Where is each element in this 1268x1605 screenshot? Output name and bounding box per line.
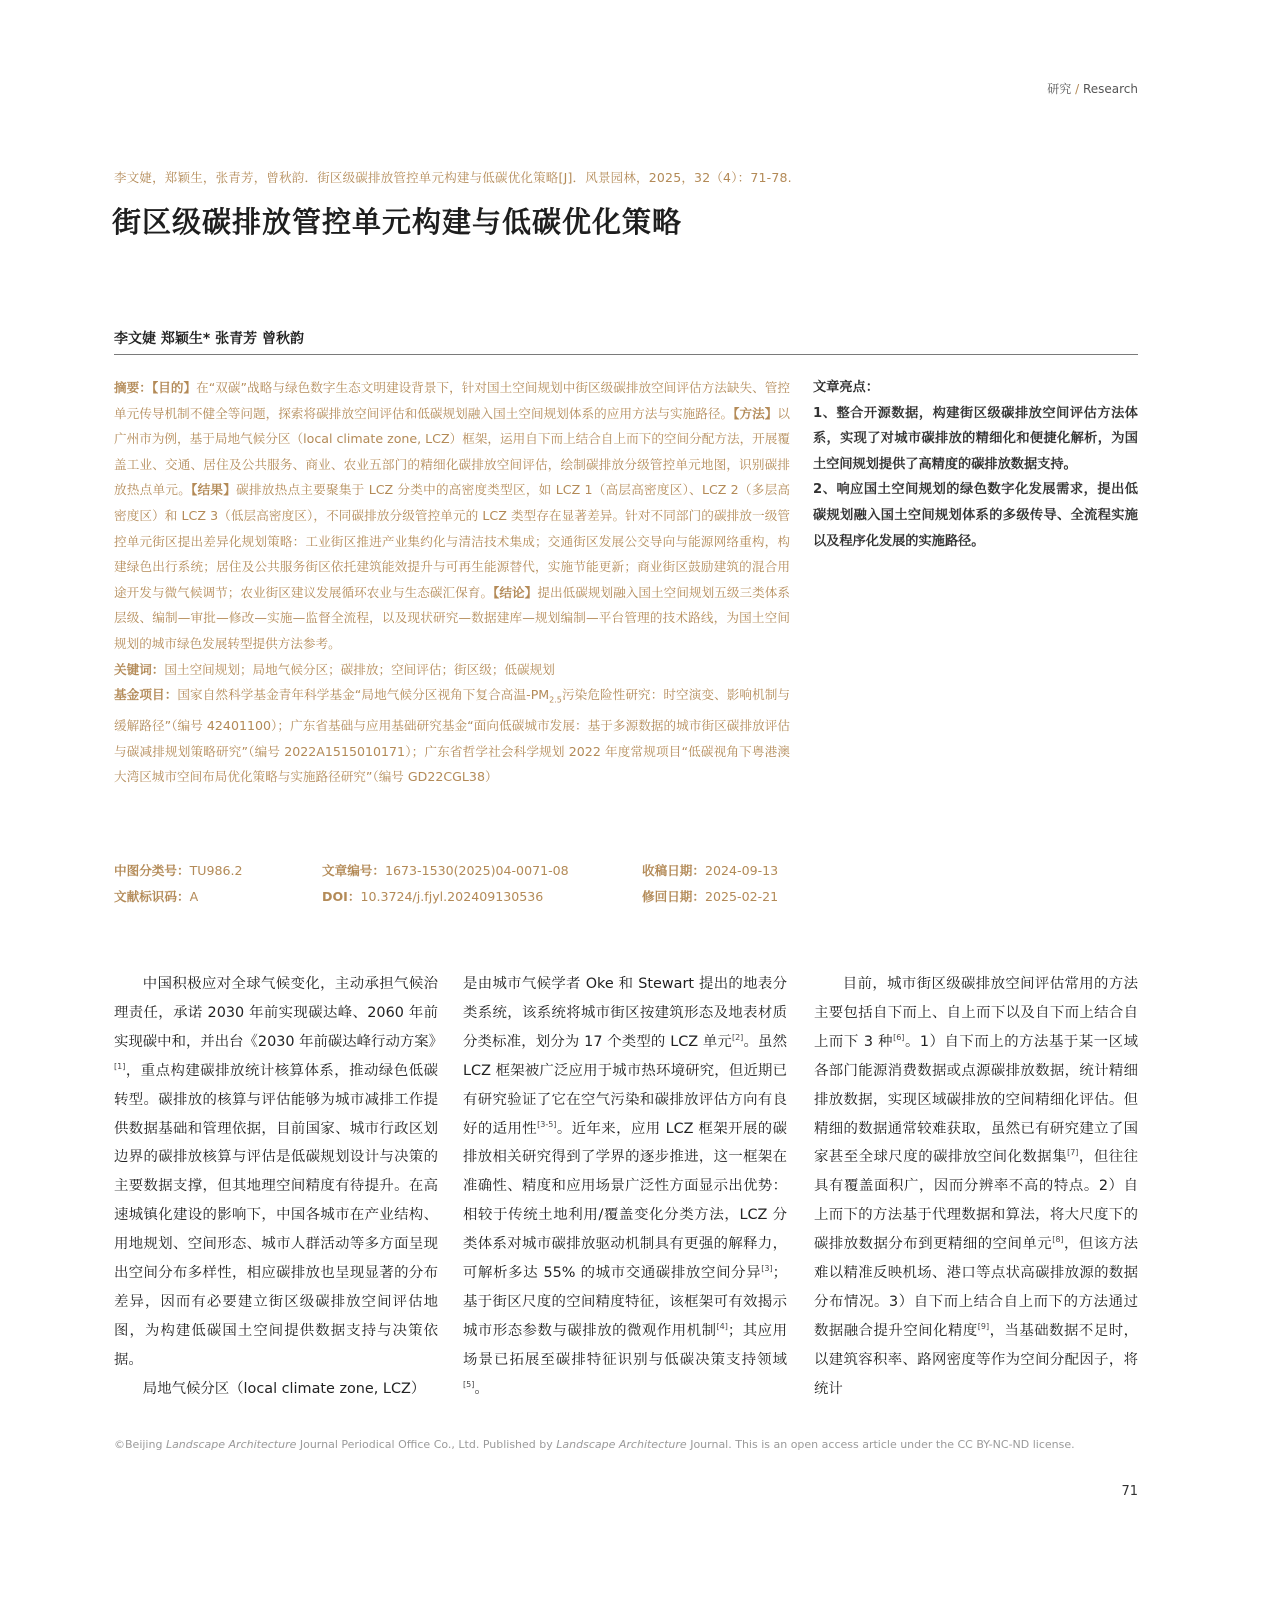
purpose-label: 【目的】 — [151, 380, 197, 395]
doc-code-label: 文献标识码： — [114, 888, 190, 904]
clc-label: 中图分类号： — [114, 863, 190, 878]
body-text: 。1）自下而上的方法基于某一区域各部门能源消费数据或点源碳排放数据，统计精细排放数据，实现区域碳排放的空间精细化评估。但精细的数据通常较难获取，虽然已有研究建立了国家甚至全球尺度的碳排放空间化数据集 — [814, 1033, 1138, 1166]
method-label: 【方法】 — [733, 405, 778, 421]
reference-marker: [7] — [1067, 1148, 1079, 1158]
funding-text-a: 国家自然科学基金青年科学基金“局地气候分区视角下复合高温-PM — [177, 687, 550, 703]
funding — [114, 682, 790, 790]
body-text: ，但往往具有覆盖面积广，因而分辨率不高的特点。2）自上而下的方法基于代理数据和算法，将大尺度下的碳排放数据分布到更精细的空间单元 — [814, 1149, 1138, 1253]
doc-code-item — [114, 884, 198, 910]
license-text: ©Beijing — [114, 1438, 166, 1451]
doi-item — [322, 884, 543, 910]
clc-value: TU986.2 — [189, 863, 243, 878]
funding-subscript: 2.5 — [549, 695, 562, 705]
section-tag — [1047, 80, 1138, 97]
reference-marker: [1] — [114, 1061, 126, 1071]
body-column-2 — [463, 970, 787, 1404]
doi-value: 10.3724/j.fjyl.202409130536 — [360, 888, 544, 904]
journal-name: Landscape Architecture — [556, 1438, 687, 1451]
reference-marker: [3-5] — [537, 1119, 557, 1129]
body-text: ，但该方法难以精准反映机场、港口等点状高碳排放源的数据分布情况。3）自下而上结合自上而下的方法通过数据融合提升空间化精度 — [814, 1236, 1138, 1339]
author-divider — [114, 354, 1138, 355]
body-column-1 — [114, 970, 444, 1404]
abstract-result: 碳排放热点主要聚集于 LCZ 分类中的高密度类型区，如 LCZ 1（高层高密度区）、LCZ 2（多层高密度区）和 LCZ 3（低层高密度区），不同碳排放分级管控单元的 LCZ 类型存在显著差异。针对不同部门的碳排放一级管控单元街区提出差异化规划策略：工业街区推进产业集约化与清洁技术集成；交通街区发展公交导向与能源网络重构，构建绿色出行系统；居住及公共服务街区依托建筑能效提升与可再生能源替代，实施节能更新；商业街区鼓励建筑的混合用途开发与微气候调节；农业街区建议发展循环农业与生态碳汇保育。 — [114, 482, 791, 600]
doc-code-value: A — [189, 888, 199, 904]
reference-marker: [8] — [1052, 1235, 1064, 1245]
abstract-method: 以广州市为例，基于局地气候分区（local climate zone, LCZ）框架，运用自下而上结合自上而下的空间分配方法，开展覆盖工业、交通、居住及公共服务、商业、农业五部门的精细化碳排放空间评估，绘制碳排放分级管控单元地图，识别碳排放热点单元。 — [114, 405, 791, 498]
reference-marker: [5] — [463, 1379, 475, 1389]
highlights-title: 文章亮点： — [813, 380, 879, 395]
reference-marker: [6] — [893, 1032, 905, 1042]
abstract-conclusion: 提出低碳规划融入国土空间规划五级三类体系层级、编制—审批—修改—实施—监督全流程，以及现状研究—数据建库—规划编制—平台管理的技术路线，为国土空间规划的城市绿色发展转型提供方法参考。 — [114, 584, 791, 651]
section-label-en: Research — [1082, 82, 1138, 96]
received-label: 收稿日期： — [642, 863, 705, 878]
revised-item — [642, 884, 778, 910]
reference-marker: [2] — [731, 1032, 744, 1042]
abstract-label: 摘要： — [114, 380, 152, 395]
license-text: Journal. This is an open access article under the CC BY-NC-ND license. — [686, 1438, 1075, 1451]
result-label: 【结果】 — [191, 482, 237, 498]
body-text: 。 — [474, 1380, 489, 1397]
article-highlights — [813, 375, 1138, 554]
received-item — [642, 858, 778, 884]
article-metadata — [114, 858, 790, 909]
body-text: 是由城市气候学者 Oke 和 Stewart 提出的地表分类系统，该系统将城市街区按建筑形态及地表材质分类标准，划分为 17 个类型的 LCZ 单元 — [463, 976, 787, 1050]
highlight-item-1: 1、整合开源数据，构建街区级碳排放空间评估方法体系，实现了对城市碳排放的精细化和便捷化解析，为国土空间规划提供了高精度的碳排放数据支持。 — [813, 405, 1138, 472]
body-text: ；其应用场景已拓展至碳排特征识别与低碳决策支持领域 — [463, 1322, 787, 1368]
author-list: 李文婕 郑颖生* 张青芳 曾秋韵 — [114, 331, 304, 347]
citation-line: 李文婕，郑颖生，张青芳，曾秋韵．街区级碳排放管控单元构建与低碳优化策略[J]．风景园林，2025，32（4）：71-78. — [114, 170, 792, 185]
body-paragraph — [463, 970, 787, 1404]
funding-label: 基金项目： — [114, 687, 178, 703]
journal-name: Landscape Architecture — [165, 1438, 297, 1451]
revised-label: 修回日期： — [642, 888, 705, 904]
received-value: 2024-09-13 — [704, 863, 779, 878]
reference-marker: [4] — [716, 1321, 728, 1331]
doi-label: DOI： — [322, 888, 361, 904]
clc-item — [114, 858, 243, 884]
page-number: 71 — [1121, 1484, 1138, 1499]
body-text: ，重点构建碳排放统计核算体系，推动绿色低碳转型。碳排放的核算与评估能够为城市减排工作提供数据基础和管理依据，目前国家、城市行政区划边界的碳排放核算与评估是低碳规划设计与决策的主要数据支撑，但其地理空间精度有待提升。在高速城镇化建设的影响下，中国各城市在产业结构、用地规划、空间形态、城市人群活动等多方面呈现出空间分布多样性，相应碳排放也呈现显著的分布差异，因而有必要建立街区级碳排放空间评估地图，为构建低碳国土空间提供数据支持与决策依据。 — [114, 1062, 438, 1368]
body-text: 中国积极应对全球气候变化，主动承担气候治理责任，承诺 2030 年前实现碳达峰、2060 年前实现碳中和，并出台《2030 年前碳达峰行动方案》 — [114, 976, 444, 1050]
metadata-row — [114, 884, 790, 910]
abstract-block — [114, 375, 790, 790]
body-paragraph: 局地气候分区（local climate zone, LCZ） — [142, 1380, 426, 1397]
article-no-value: 1673-1530(2025)04-0071-08 — [384, 863, 569, 878]
reference-marker: [9] — [977, 1321, 990, 1331]
section-slash: / — [1075, 82, 1080, 96]
paper-title: 街区级碳排放管控单元构建与低碳优化策略 — [112, 205, 683, 239]
keywords-label: 关键词： — [114, 661, 165, 677]
funding-text-b: 污染危险性研究：时空演变、影响机制与缓解路径”（编号 42401100）；广东省基础与应用基础研究基金“面向低碳城市发展：基于多源数据的城市街区碳排放评估与碳减排规划策略研究”（编号 2022A1515010171）；广东省哲学社会科学规划 2022 年度常规项目“低碳视角下粤港澳大湾区城市空间布局优化策略与实施路径研究”（编号 GD22CGL38） — [114, 687, 791, 785]
abstract — [114, 375, 790, 657]
body-text: 目前，城市街区级碳排放空间评估常用的方法主要包括自下而上、自上而下以及自下而上结合自上而下 3 种 — [814, 976, 1138, 1050]
body-text: 。近年来，应用 LCZ 框架开展的碳排放相关研究得到了学界的逐步推进，这一框架在准确性、精度和应用场景广泛性方面显示出优势：相较于传统土地利用/覆盖变化分类方法，LCZ 分类体系对城市碳排放驱动机制具有更强的解释力，可解析多达 55% 的城市交通碳排放空间分异 — [463, 1120, 787, 1282]
body-text: ，当基础数据不足时，以建筑容积率、路网密度等作为空间分配因子，将统计 — [814, 1322, 1138, 1397]
keywords — [114, 657, 790, 683]
metadata-row — [114, 858, 790, 884]
conclusion-label: 【结论】 — [493, 584, 538, 600]
keywords-text: 国土空间规划；局地气候分区；碳排放；空间评估；街区级；低碳规划 — [164, 661, 555, 677]
highlight-item-2: 2、响应国土空间规划的绿色数字化发展需求，提出低碳规划融入国土空间规划体系的多级传导、全流程实施以及程序化发展的实施路径。 — [813, 482, 1138, 549]
section-label-cn: 研究 — [1047, 82, 1072, 96]
article-no-item — [322, 858, 569, 884]
body-text: ；基于街区尺度的空间精度特征，该框架可有效揭示城市形态参数与碳排放的微观作用机制 — [463, 1265, 787, 1339]
license-notice — [114, 1438, 1075, 1451]
abstract-purpose: 在“双碳”战略与绿色数字生态文明建设背景下，针对国土空间规划中街区级碳排放空间评估方法缺失、管控单元传导机制不健全等问题，探索将碳排放空间评估和低碳规划融入国土空间规划体系的应用方法与实施路径。 — [114, 380, 791, 421]
body-paragraph — [114, 970, 444, 1375]
article-no-label: 文章编号： — [322, 863, 385, 878]
license-text: Journal Periodical Office Co., Ltd. Published by — [296, 1438, 557, 1451]
body-column-3 — [814, 970, 1138, 1404]
reference-marker: [3] — [761, 1264, 773, 1274]
body-paragraph — [814, 970, 1138, 1404]
body-text: 。虽然 LCZ 框架被广泛应用于城市热环境研究，但近期已有研究验证了它在空气污染和碳排放评估方向有良好的适用性 — [463, 1033, 787, 1137]
revised-value: 2025-02-21 — [704, 888, 779, 904]
